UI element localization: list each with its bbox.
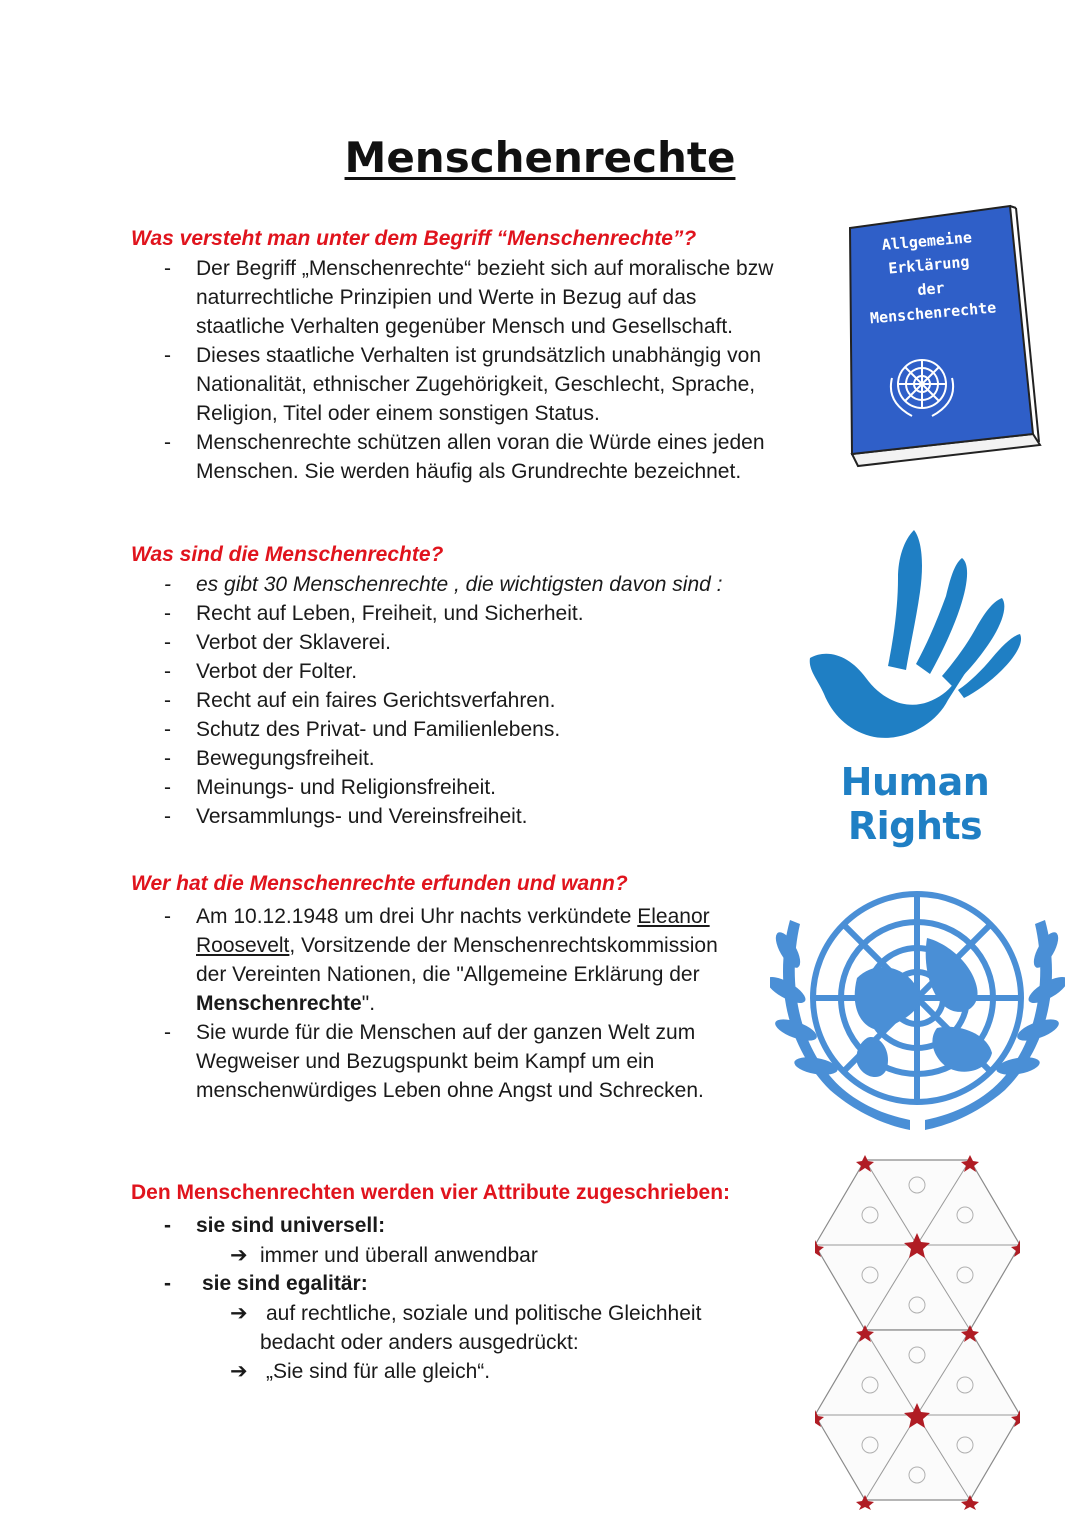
attribute-egalitarian: sie sind egalitär:: [202, 1272, 368, 1295]
list-item: - Verbot der Folter.: [160, 657, 722, 686]
arrow-icon: ➔: [230, 1360, 248, 1383]
eleanor-roosevelt-link[interactable]: Eleanor: [637, 905, 710, 928]
page-title: Menschenrechte: [344, 133, 736, 182]
arrow-icon: ➔: [230, 1244, 248, 1267]
list-item: - Sie wurde für die Menschen auf der ganzen Welt zum Wegweiser und Bezugspunkt beim Kampf um ein menschenwürdiges Leben ohne Angst und Schrecken.: [160, 1018, 718, 1105]
un-emblem-image: [770, 880, 1065, 1140]
book-line3: der: [916, 278, 946, 300]
arrow-icon: ➔: [230, 1302, 248, 1325]
attribute-universal: sie sind universell:: [196, 1214, 386, 1237]
declaration-book-image: [830, 198, 1045, 473]
attribute-egalitarian-quote: ➔ „Sie sind für alle gleich“.: [230, 1357, 490, 1386]
section1-heading: Was versteht man unter dem Begriff “Menschenrechte”?: [131, 227, 697, 250]
list-item: - Recht auf ein faires Gerichtsverfahren.: [160, 686, 722, 715]
book-line4: Menschenrechte: [869, 298, 997, 328]
section3-list: [160, 902, 718, 1105]
list-item: - Recht auf Leben, Freiheit, und Sicherheit.: [160, 599, 722, 628]
eleanor-roosevelt-link-cont[interactable]: Roosevelt: [196, 934, 290, 957]
attribute-universal-detail: ➔ immer und überall anwendbar: [230, 1241, 538, 1270]
human-rights-logo-text: Human Rights: [840, 760, 990, 848]
section2-list: [160, 570, 722, 831]
list-item: - Versammlungs- und Vereinsfreiheit.: [160, 802, 722, 831]
hexagon-puzzle-image: [815, 1155, 1020, 1510]
list-item: - Dieses staatliche Verhalten ist grundsätzlich unabhängig von Nationalität, ethnischer Zugehörigkeit, Geschlecht, Sprache, Religion, Titel oder einem sonstigen Status.: [160, 341, 773, 428]
attribute-egalitarian-detail: ➔ auf rechtliche, soziale und politische Gleichheit bedacht oder anders ausgedrückt:: [230, 1299, 701, 1357]
list-dash: -: [164, 1214, 171, 1237]
list-item: - Menschenrechte schützen allen voran die Würde eines jeden Menschen. Sie werden häufig als Grundrechte bezeichnet.: [160, 428, 773, 486]
list-item: - Der Begriff „Menschenrechte“ bezieht sich auf moralische bzw naturrechtliche Prinzipien und Werte in Bezug auf das staatliche Verhalten gegenüber Mensch und Gesellschaft.: [160, 254, 773, 341]
list-item: - Verbot der Sklaverei.: [160, 628, 722, 657]
book-line1: Allgemeine: [881, 228, 973, 255]
list-item-intro: - es gibt 30 Menschenrechte , die wichtigsten davon sind :: [160, 570, 722, 599]
list-dash: -: [164, 1272, 171, 1295]
list-item: - Schutz des Privat- und Familienlebens.: [160, 715, 722, 744]
book-line2: Erklärung: [887, 252, 971, 278]
list-item: - Bewegungsfreiheit.: [160, 744, 722, 773]
section2-heading: Was sind die Menschenrechte?: [131, 543, 444, 566]
list-item: - Am 10.12.1948 um drei Uhr nachts verkündete Eleanor Roosevelt, Vorsitzende der Menschenrechtskommission der Vereinten Nationen, die "Allgemeine Erklärung der Menschenrechte".: [160, 902, 718, 1018]
section3-heading: Wer hat die Menschenrechte erfunden und wann?: [131, 872, 628, 895]
human-rights-logo-icon: [770, 530, 1060, 760]
section4-heading: Den Menschenrechten werden vier Attribute zugeschrieben:: [131, 1181, 731, 1204]
section1-list: [160, 254, 773, 486]
list-item: - Meinungs- und Religionsfreiheit.: [160, 773, 722, 802]
